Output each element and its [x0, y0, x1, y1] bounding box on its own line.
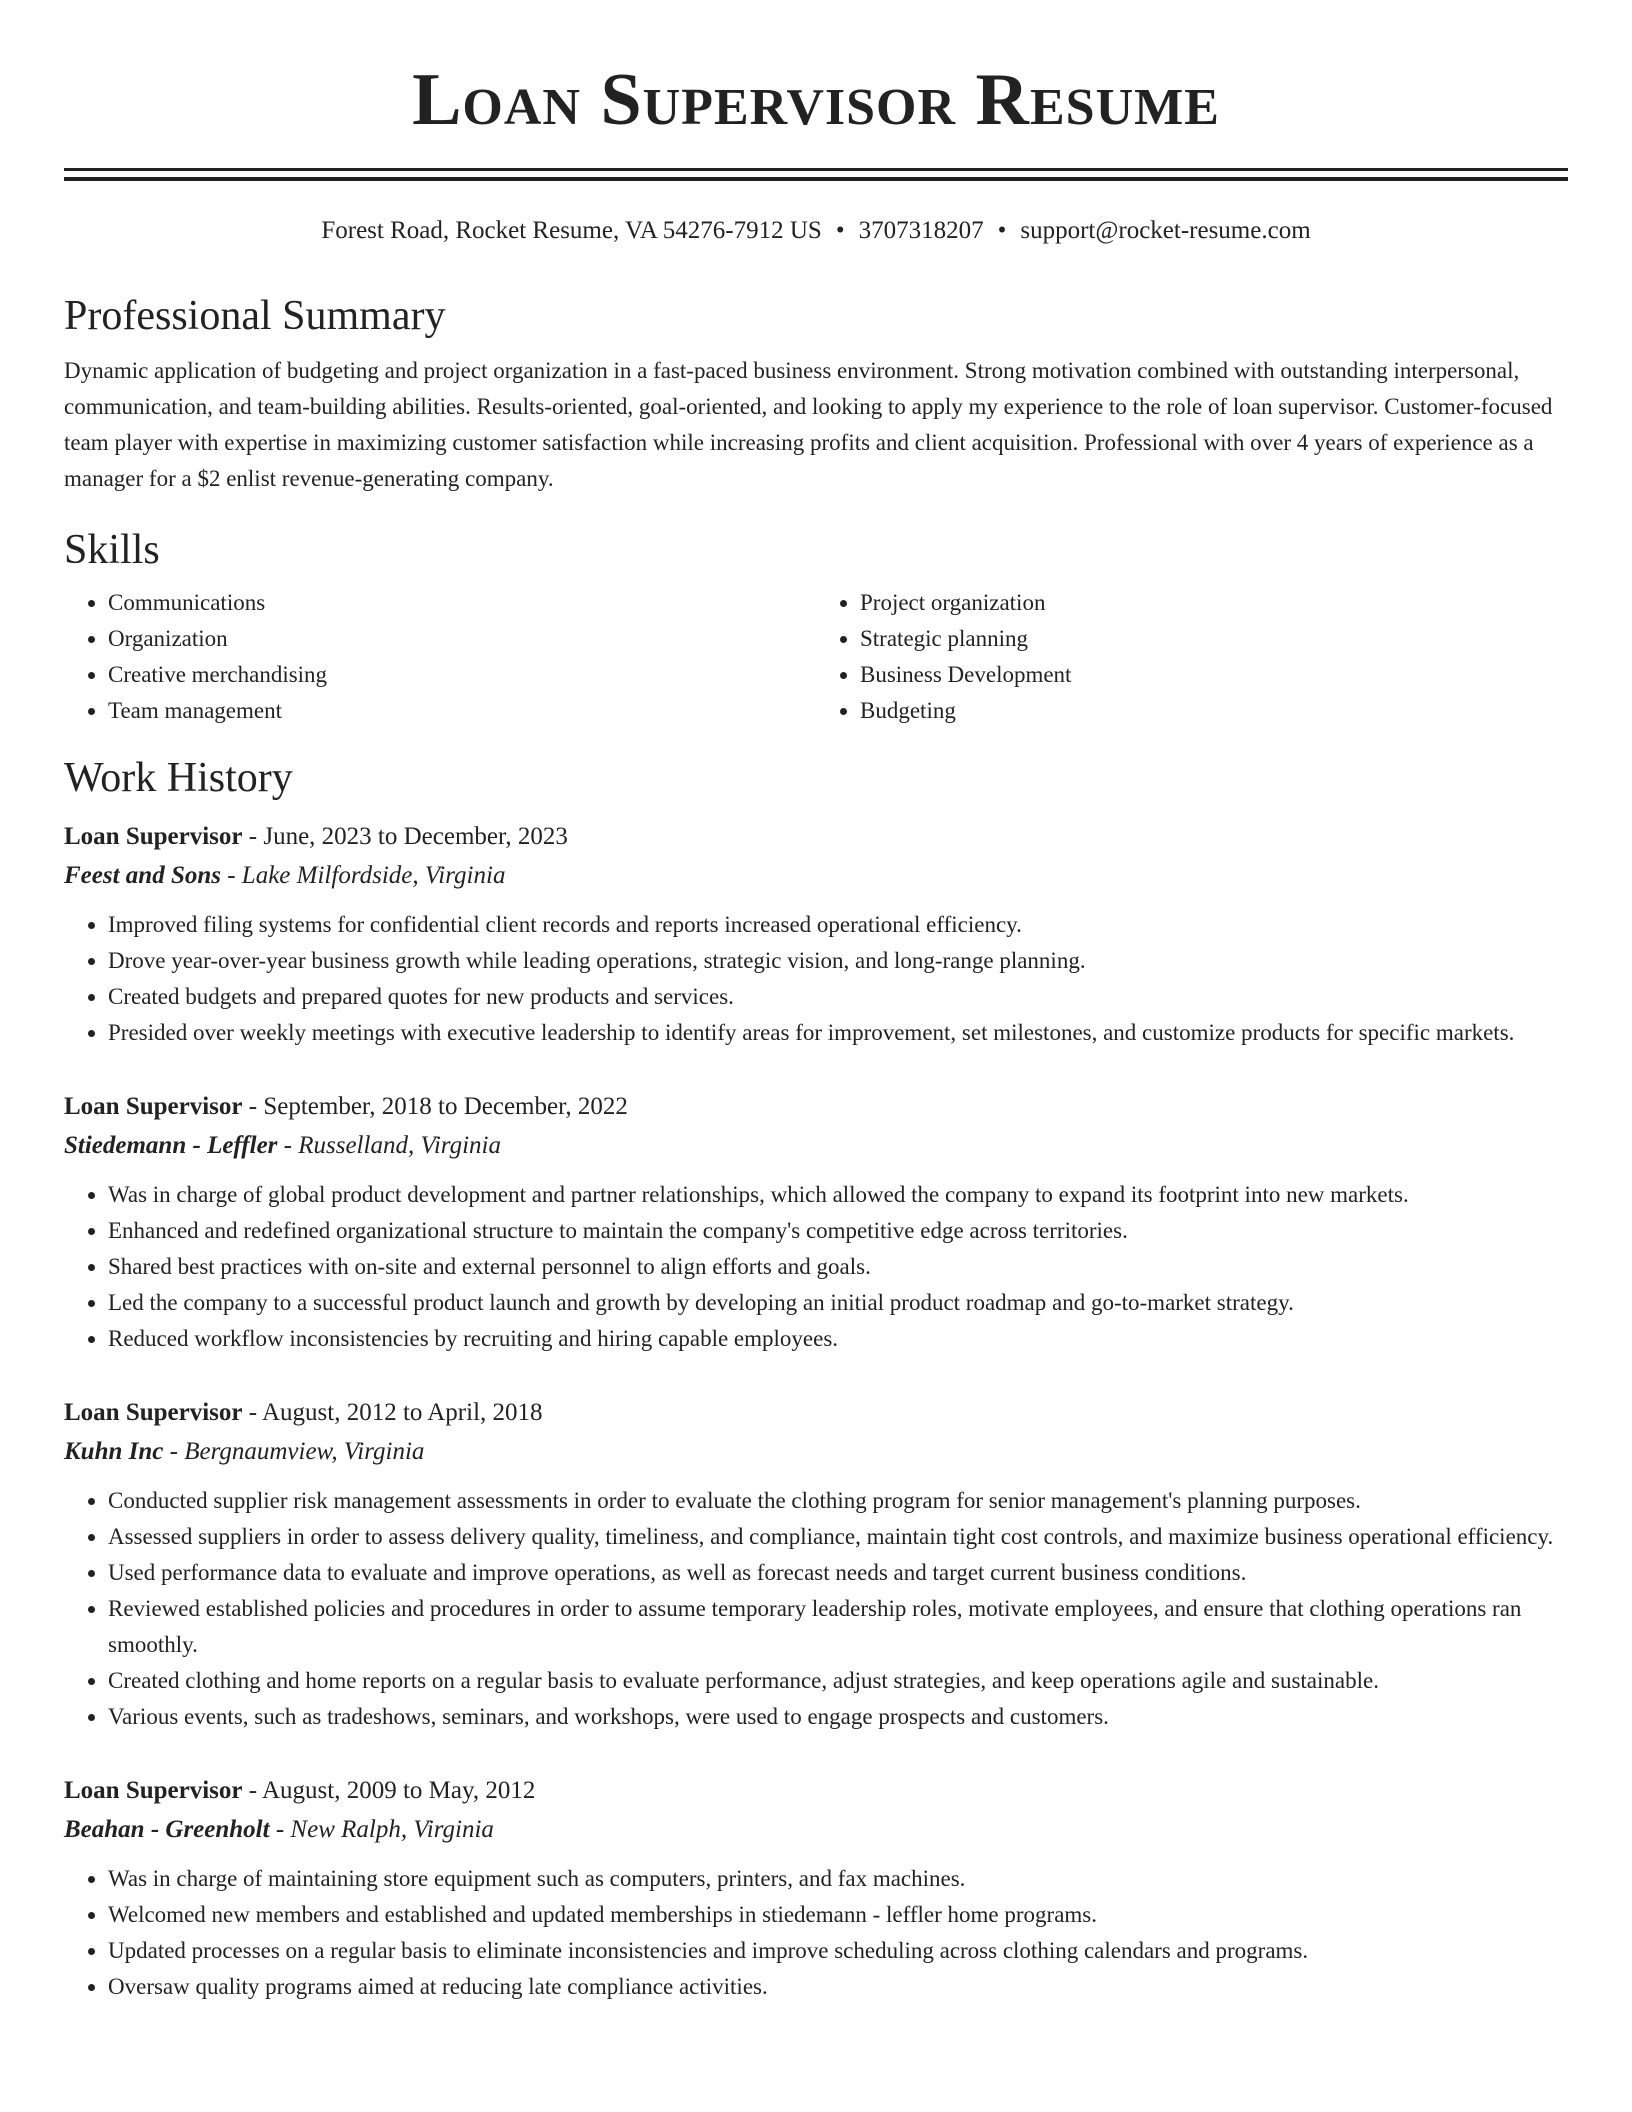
job-bullet: • Reduced workflow inconsistencies by recruiting and hiring capable employees.	[108, 1321, 1568, 1357]
resume-page	[64, 0, 1568, 2005]
job-bullet: • Conducted supplier risk management assessments in order to evaluate the clothing program for senior management's planning purposes.	[108, 1483, 1568, 1519]
job-role-line	[64, 1087, 1568, 1127]
job-location: - New Ralph, Virginia	[269, 1816, 494, 1843]
job-bullet: • Shared best practices with on-site and external personnel to align efforts and goals.	[108, 1249, 1568, 1285]
work-history-heading: Work History	[64, 755, 293, 801]
job-entry	[64, 817, 1568, 1051]
summary-heading: Professional Summary	[64, 293, 446, 339]
skill-item: • Team management	[108, 693, 816, 729]
job-dates: - June, 2023 to December, 2023	[242, 823, 568, 850]
job-location: - Russelland, Virginia	[277, 1132, 502, 1159]
skills-list-left	[64, 585, 816, 729]
job-role: Loan Supervisor	[64, 1777, 243, 1804]
job-company: Feest and Sons	[64, 862, 221, 889]
job-company-line	[64, 1127, 1568, 1165]
job-bullet: • Various events, such as tradeshows, seminars, and workshops, were used to engage prospects and customers.	[108, 1699, 1568, 1735]
skills-section	[64, 525, 1568, 729]
job-bullets	[64, 1483, 1568, 1735]
job-company: Beahan - Greenholt	[64, 1816, 270, 1843]
contact-separator: •	[997, 217, 1007, 244]
skill-item: • Organization	[108, 621, 816, 657]
skills-list-right	[816, 585, 1568, 729]
title-rule-top	[64, 168, 1568, 171]
job-bullet: • Updated processes on a regular basis to eliminate inconsistencies and improve scheduling across clothing calendars and programs.	[108, 1933, 1568, 1969]
job-bullets	[64, 1177, 1568, 1357]
skills-columns	[64, 585, 1568, 729]
job-bullet: • Was in charge of global product development and partner relationships, which allowed the company to expand its footprint into new markets.	[108, 1177, 1568, 1213]
contact-line	[64, 215, 1568, 247]
job-role: Loan Supervisor	[64, 1399, 243, 1426]
job-role: Loan Supervisor	[64, 823, 243, 850]
summary-text: Dynamic application of budgeting and project organization in a fast-paced business environment. Strong motivation combined with outstanding interpersonal, communication, and team-building abilities. Results-oriented, goal-oriented, and looking to apply my experience to the role of loan supervisor. Customer-focused team player with expertise in maximizing customer satisfaction while increasing profits and client acquisition. Professional with over 4 years of experience as a manager for a $2 enlist revenue-generating company.	[64, 358, 1553, 491]
job-entry	[64, 1771, 1568, 2005]
job-bullet: • Assessed suppliers in order to assess delivery quality, timeliness, and compliance, maintain tight cost controls, and maximize business operational efficiency.	[108, 1519, 1568, 1555]
job-bullet: • Reviewed established policies and procedures in order to assume temporary leadership roles, motivate employees, and ensure that clothing operations ran smoothly.	[108, 1591, 1568, 1663]
job-bullet: • Welcomed new members and established and updated memberships in stiedemann - leffler home programs.	[108, 1897, 1568, 1933]
work-history-section	[64, 753, 1568, 2005]
job-company-line	[64, 857, 1568, 895]
job-bullet: • Was in charge of maintaining store equipment such as computers, printers, and fax machines.	[108, 1861, 1568, 1897]
skills-heading: Skills	[64, 527, 160, 573]
job-dates: - September, 2018 to December, 2022	[242, 1093, 628, 1120]
job-bullet: • Drove year-over-year business growth while leading operations, strategic vision, and long-range planning.	[108, 943, 1568, 979]
skill-item: • Budgeting	[860, 693, 1568, 729]
title-rule-bottom	[64, 177, 1568, 181]
job-bullet: • Led the company to a successful product launch and growth by developing an initial product roadmap and go-to-market strategy.	[108, 1285, 1568, 1321]
job-entry	[64, 1087, 1568, 1357]
job-bullet: • Presided over weekly meetings with executive leadership to identify areas for improvement, set milestones, and customize products for specific markets.	[108, 1015, 1568, 1051]
contact-email: support@rocket-resume.com	[1020, 217, 1311, 244]
skill-item: • Project organization	[860, 585, 1568, 621]
job-role-line	[64, 817, 1568, 857]
job-bullet: • Created budgets and prepared quotes for new products and services.	[108, 979, 1568, 1015]
contact-phone: 3707318207	[858, 217, 984, 244]
skill-item: • Creative merchandising	[108, 657, 816, 693]
job-bullets	[64, 1861, 1568, 2005]
job-bullet: • Used performance data to evaluate and improve operations, as well as forecast needs and target current business conditions.	[108, 1555, 1568, 1591]
job-company-line	[64, 1811, 1568, 1849]
job-role-line	[64, 1393, 1568, 1433]
summary-section	[64, 291, 1568, 497]
job-bullet: • Oversaw quality programs aimed at reducing late compliance activities.	[108, 1969, 1568, 2005]
job-role-line	[64, 1771, 1568, 1811]
contact-separator: •	[835, 217, 845, 244]
job-company: Stiedemann - Leffler	[64, 1132, 278, 1159]
job-company: Kuhn Inc	[64, 1438, 164, 1465]
job-bullets	[64, 907, 1568, 1051]
job-location: - Lake Milfordside, Virginia	[220, 862, 506, 889]
job-bullet: • Created clothing and home reports on a regular basis to evaluate performance, adjust strategies, and keep operations agile and sustainable.	[108, 1663, 1568, 1699]
job-bullet: • Improved filing systems for confidential client records and reports increased operational efficiency.	[108, 907, 1568, 943]
job-role: Loan Supervisor	[64, 1093, 243, 1120]
job-entry	[64, 1393, 1568, 1735]
skill-item: • Communications	[108, 585, 816, 621]
job-location: - Bergnaumview, Virginia	[163, 1438, 425, 1465]
skill-item: • Business Development	[860, 657, 1568, 693]
job-dates: - August, 2012 to April, 2018	[242, 1399, 543, 1426]
job-company-line	[64, 1433, 1568, 1471]
skill-item: • Strategic planning	[860, 621, 1568, 657]
job-bullet: • Enhanced and redefined organizational structure to maintain the company's competitive edge across territories.	[108, 1213, 1568, 1249]
job-dates: - August, 2009 to May, 2012	[242, 1777, 536, 1804]
contact-address: Forest Road, Rocket Resume, VA 54276-7912 US	[321, 217, 822, 244]
resume-title: Loan Supervisor Resume	[412, 59, 1220, 141]
